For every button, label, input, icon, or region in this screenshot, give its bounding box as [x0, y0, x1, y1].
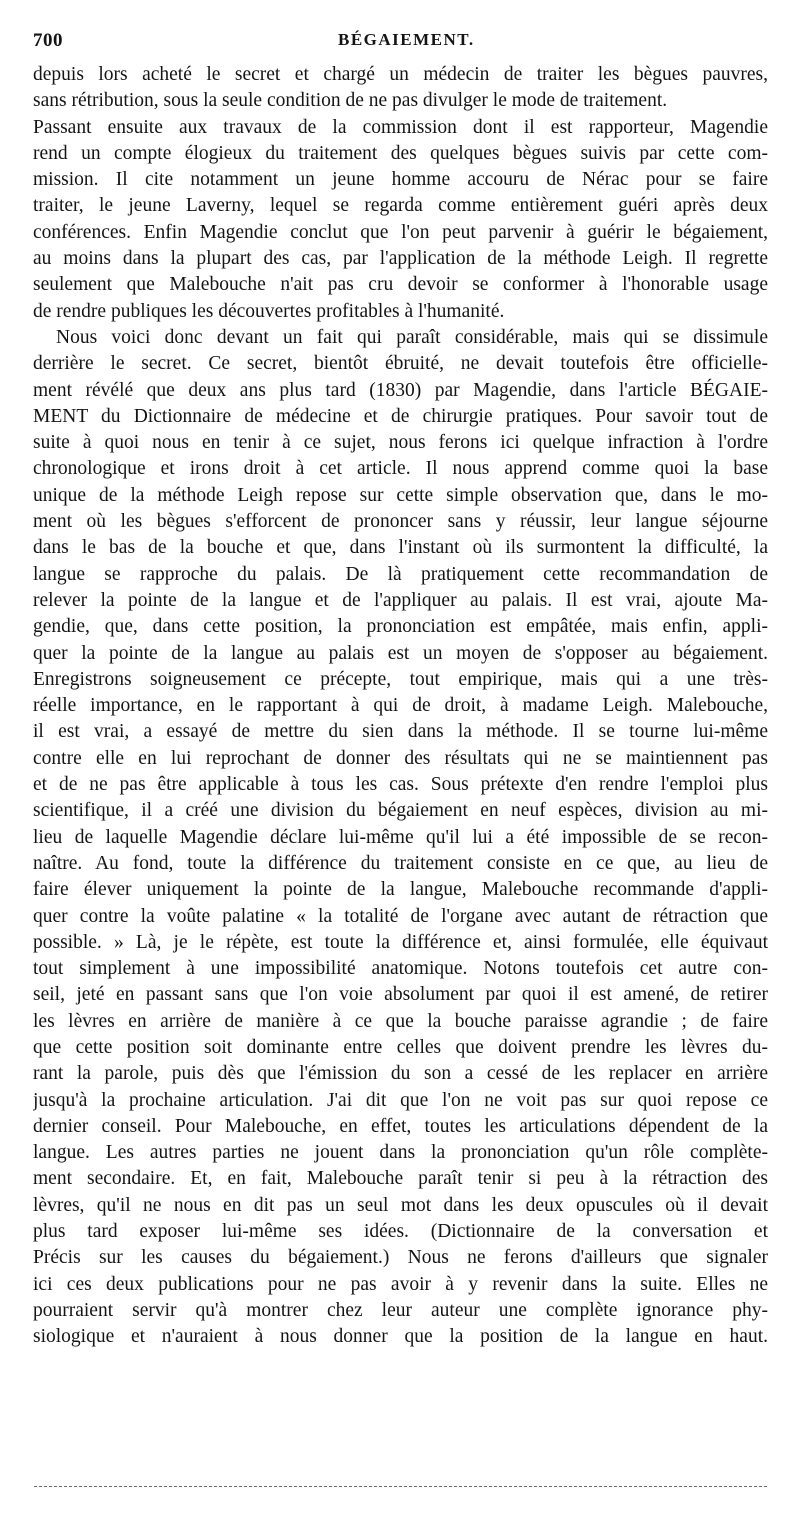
text-line: jusqu'à la prochaine articulation. J'ai dit que l'on ne voit pas sur quoi repose ce [33, 1089, 768, 1111]
page-header [33, 30, 768, 56]
text-line: lèvres, qu'il ne nous en dit pas un seul mot dans les deux opuscules où il devait [33, 1194, 768, 1216]
text-line: contre elle en lui reprochant de donner des résultats qui ne se maintiennent pas [33, 747, 768, 769]
page-number: 700 [33, 30, 63, 51]
text-line: de rendre publiques les découvertes profitables à l'humanité. [33, 300, 505, 322]
text-line: Précis sur les causes du bégaiement.) Nous ne ferons d'ailleurs que signaler [33, 1247, 768, 1269]
text-line: rant la parole, puis dès que l'émission du son a cessé de les replacer en arrière [33, 1063, 768, 1085]
text-line: langue se rapproche du palais. De là pratiquement cette recommandation de [33, 563, 768, 585]
text-line: Enregistrons soigneusement ce précepte, tout empirique, mais qui a une très- [33, 668, 768, 690]
text-line: conférences. Enfin Magendie conclut que l'on peut parvenir à guérir le bégaiement, [33, 221, 768, 243]
text-line: ment où les bègues s'efforcent de prononcer sans y réussir, leur langue séjourne [33, 511, 768, 533]
text-line: gendie, que, dans cette position, la prononciation est empâtée, mais enfin, appli- [33, 616, 768, 638]
text-line: depuis lors acheté le secret et chargé un médecin de traiter les bègues pauvres, [33, 64, 768, 85]
text-line: ment secondaire. Et, en fait, Malebouche paraît tenir si peu à la rétraction des [33, 1168, 768, 1190]
text-line: et de ne pas être applicable à tous les cas. Sous prétexte d'en rendre l'emploi plus [33, 774, 768, 796]
text-line: relever la pointe de la langue et de l'appliquer au palais. Il est vrai, ajoute Ma- [33, 589, 768, 611]
text-line: quer la pointe de la langue au palais est un moyen de s'opposer au bégaiement. [33, 642, 768, 664]
text-line: réelle importance, en le rapportant à qui de droit, à madame Leigh. Malebouche, [33, 695, 768, 717]
text-line: rend un compte élogieux du traitement des quelques bègues suivis par cette com- [33, 142, 768, 164]
text-line: possible. » Là, je le répète, est toute la différence et, ainsi formulée, elle équivaut [33, 931, 768, 953]
body-text [33, 62, 768, 1351]
text-line: MENT du Dictionnaire de médecine et de chirurgie pratiques. Pour savoir tout de [33, 405, 768, 427]
text-line: quer contre la voûte palatine « la totalité de l'organe avec autant de rétraction que [33, 905, 768, 927]
text-line: que cette position soit dominante entre celles que doivent prendre les lèvres du- [33, 1036, 768, 1058]
text-line: scientifique, il a créé une division du bégaiement en neuf espèces, division au mi- [33, 800, 768, 822]
text-line: ment révélé que deux ans plus tard (1830) par Magendie, dans l'article BÉGAIE- [33, 379, 768, 401]
text-line: plus tard exposer lui-même ses idées. (Dictionnaire de la conversation et [33, 1221, 768, 1243]
text-line: tout simplement à une impossibilité anatomique. Notons toutefois cet autre con- [33, 958, 768, 980]
text-line: siologique et n'auraient à nous donner que la position de la langue en haut. [33, 1326, 768, 1348]
text-line: au moins dans la plupart des cas, par l'application de la méthode Leigh. Il regrette [33, 248, 768, 270]
text-line: Passant ensuite aux travaux de la commission dont il est rapporteur, Magendie [33, 116, 768, 138]
text-line: lieu de laquelle Magendie déclare lui-même qu'il lui a été impossible de se recon- [33, 826, 768, 848]
text-line: seulement que Malebouche n'ait pas cru devoir se conformer à l'honorable usage [33, 274, 768, 296]
text-line: les lèvres en arrière de manière à ce que la bouche paraisse agrandie ; de faire [33, 1010, 768, 1032]
text-line: dans le bas de la bouche et que, dans l'instant où ils surmontent la difficulté, la [33, 537, 768, 559]
footer-divider [34, 1486, 767, 1487]
text-line: pourraient servir qu'à montrer chez leur auteur une complète ignorance phy- [33, 1299, 768, 1321]
running-title: BÉGAIEMENT. [338, 30, 475, 49]
text-line: suite à quoi nous en tenir à ce sujet, nous ferons ici quelque infraction à l'ordre [33, 432, 768, 454]
text-line: chronologique et irons droit à cet article. Il nous apprend comme quoi la base [33, 458, 768, 480]
text-line: derrière le secret. Ce secret, bientôt ébruité, ne devait toutefois être officielle- [33, 353, 768, 375]
text-line: naître. Au fond, toute la différence du traitement consiste en ce que, au lieu de [33, 852, 768, 874]
text-line: Nous voici donc devant un fait qui paraît considérable, mais qui se dissimule [56, 326, 768, 348]
text-line: unique de la méthode Leigh repose sur cette simple observation que, dans le mo- [33, 484, 768, 506]
text-line: mission. Il cite notamment un jeune homme accouru de Nérac pour se faire [33, 169, 768, 191]
text-line: langue. Les autres parties ne jouent dans la prononciation qu'un rôle complète- [33, 1142, 768, 1164]
text-line: faire élever uniquement la pointe de la langue, Malebouche recommande d'appli- [33, 879, 768, 901]
text-line: seil, jeté en passant sans que l'on voie absolument par quoi il est amené, de retirer [33, 984, 768, 1006]
text-line: il est vrai, a essayé de mettre du sien dans la méthode. Il se tourne lui-même [33, 721, 768, 743]
text-line: traiter, le jeune Laverny, lequel se regarda comme entièrement guéri après deux [33, 195, 768, 217]
text-line: sans rétribution, sous la seule condition de ne pas divulger le mode de traitement. [33, 90, 668, 112]
text-line: dernier conseil. Pour Malebouche, en effet, toutes les articulations dépendent de la [33, 1115, 768, 1137]
text-line: ici ces deux publications pour ne pas avoir à y revenir dans la suite. Elles ne [33, 1273, 768, 1295]
